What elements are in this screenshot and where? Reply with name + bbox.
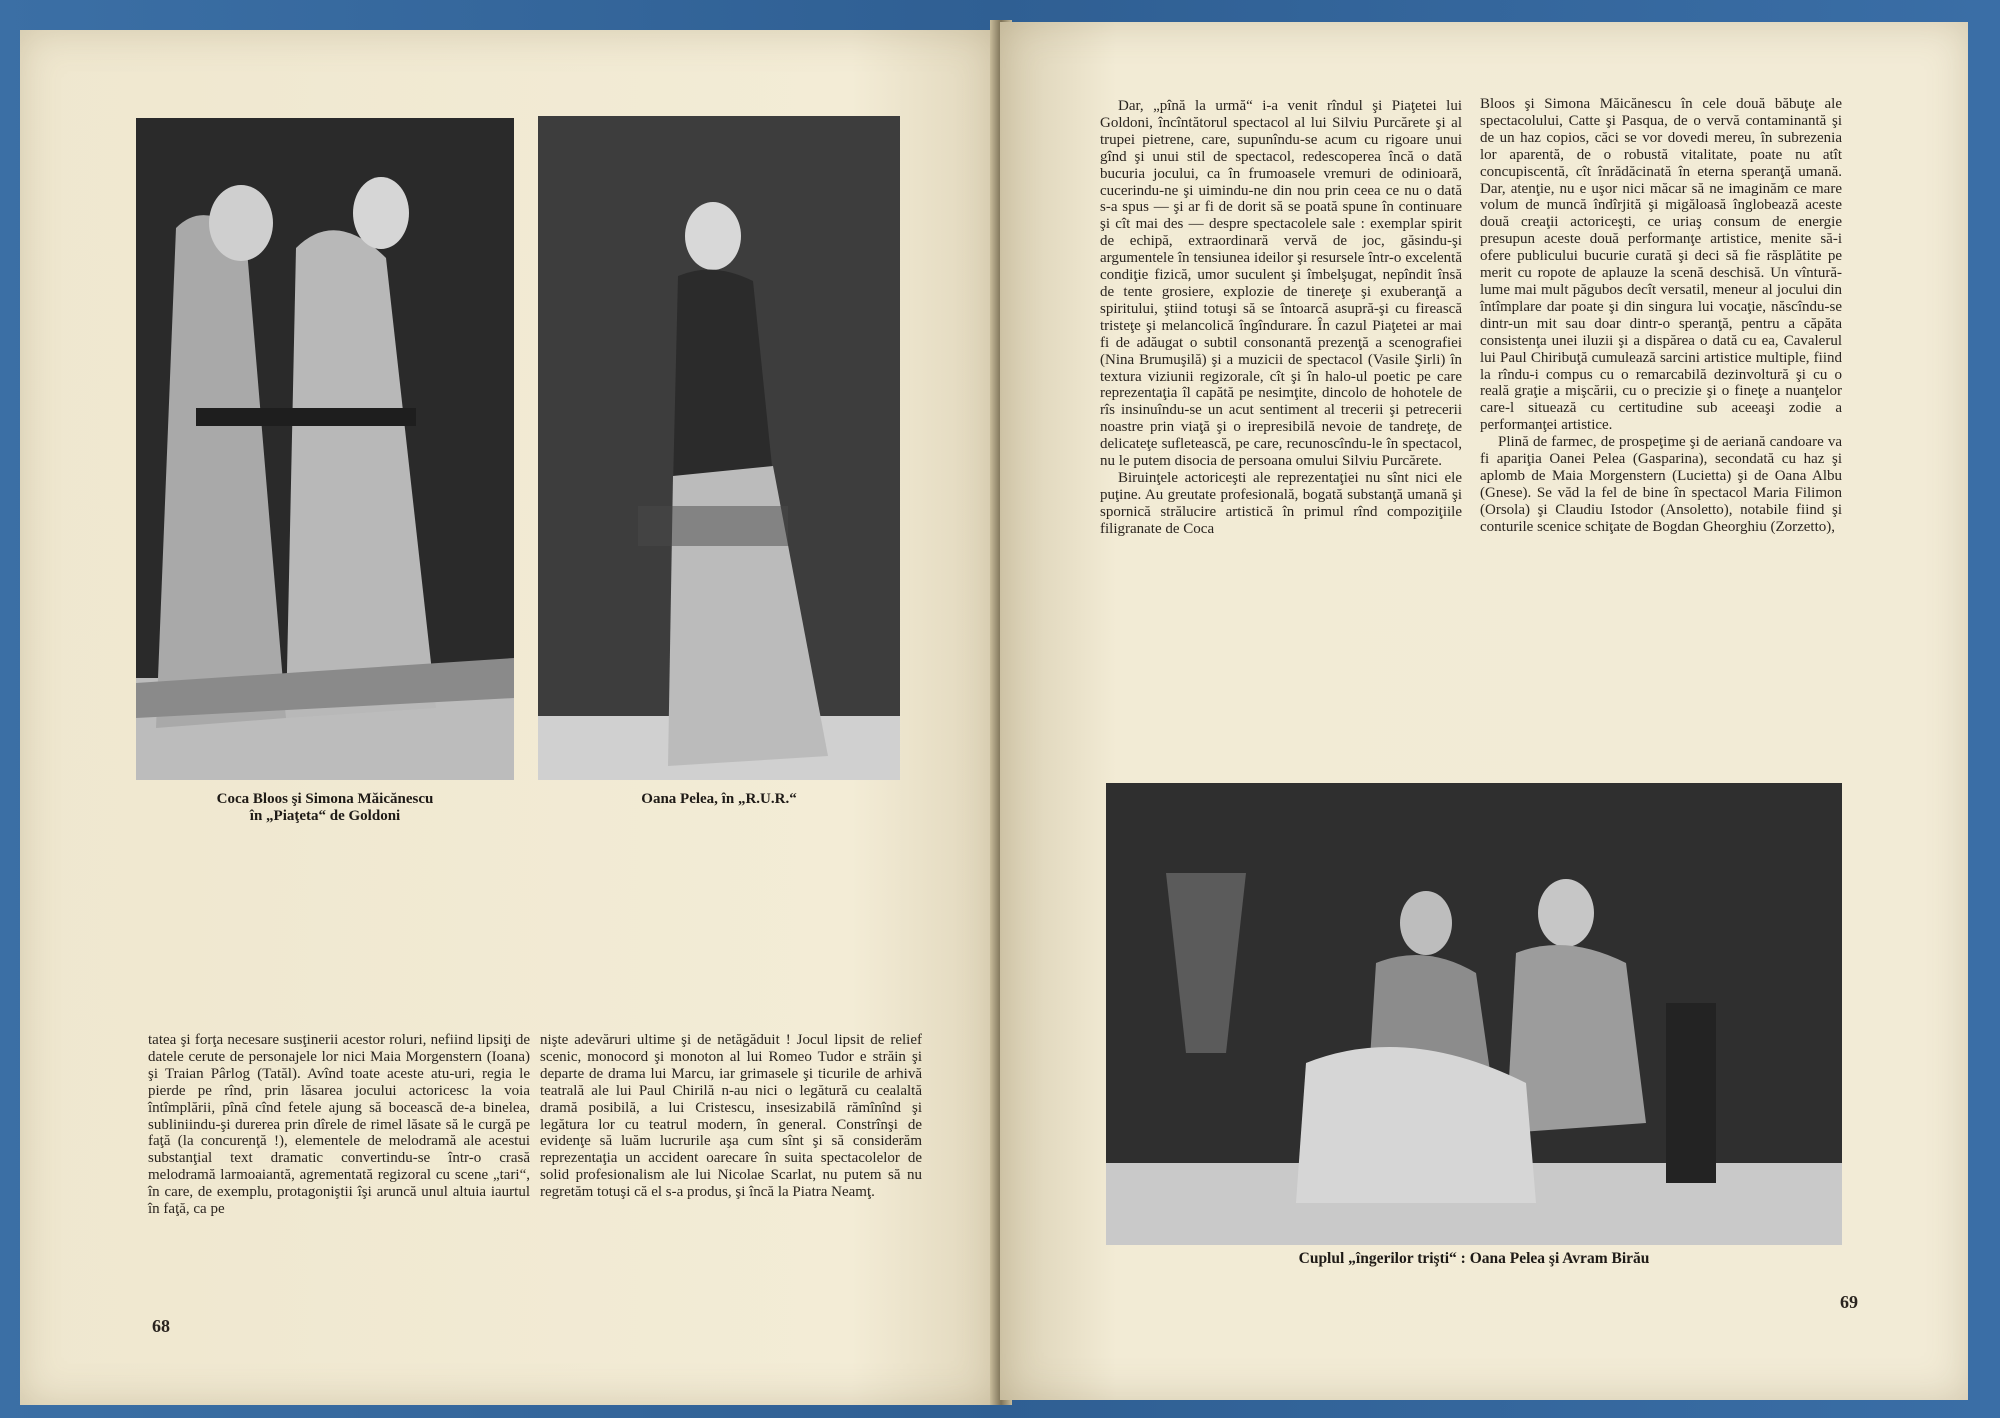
paragraph: Plină de farmec, de prospeţime şi de aeriană candoare va fi apariţia Oanei Pelea (Gasparina), secondată cu haz şi aplomb de Maia Morgenstern (Lucietta) şi de Oana Albu (Gnese). Se văd la fel de bine în spectacol Maria Filimon (Orsola) şi Claudiu Istodor (Ansoletto), notabile fiind şi conturile scenice schiţate de Bogdan Gheorghiu (Zorzetto), [1480,434,1842,535]
photo-ingerii-tristi [1106,783,1842,1245]
paragraph: Dar, „pînă la urmă“ i-a venit rîndul şi Piaţetei lui Goldoni, încîntătorul spectacol al lui Silviu Purcărete şi al trupei pietrene, care, supunîndu-se acum cu rigoare unui gînd şi unui stil de spectacol, redescoperea încă o dată bucuria jocului, ca în frumoasele vremuri de odinioară, cucerindu-ne şi uimindu-ne din nou prin ceea ce nu o dată s-a spus — şi ar fi de dorit să se poată spune în continuare şi cît mai des — despre spectacolele sale : exemplar spirit de echipă, extraordinară vervă de joc, găsindu-şi argumentele în tensiunea ideilor şi resursele într-o excelentă condiţie fizică, umor suculent şi îmbelşugat, nepîndit însă de tente grosiere, explozie de tinereţe şi exuberanţă a spiritului, ştiind totuşi să se întoarcă asupră-şi cu firească tristeţe şi melancolică îngîndurare. În cazul Piaţetei ar mai fi de adăugat o subtil consonantă prezenţă a scenografiei (Nina Brumuşilă) şi a muzicii de spectacol (Vasile Şirli) în textura viziunii regizorale, cît şi în halo-ul poetic pe care reprezentaţia îl capătă pe nesimţite, dincolo de hohotele de rîs insinuîndu-se un acut sentiment al trecerii şi petrecerii noastre prin viaţă şi o irepresibilă nevoie de tandreţe, de delicateţe sufletească, pe care, recunoscîndu-le în spectacol, nu le putem disocia de persoana omului Silviu Purcărete. [1100,98,1462,470]
paragraph: Bloos şi Simona Măicănescu în cele două băbuţe ale spectacolului, Catte şi Pasqua, de o vervă contaminantă şi de un haz copios, căci se vor dovedi mereu, în subrezenia lor aparentă, de o robustă vitalitate, poate nu atît concupiscentă, cît înrădăcinată în eterna speranţă umană. Dar, atenţie, nu e uşor nici măcar să ne imaginăm ce mare volum de muncă îndîrjită şi migăloasă înglobează aceste două creaţii actoriceşti, ce uriaş consum de energie presupun aceste două performanţe artistice, menite să-i ofere publicului bucurie curată şi deci să fie răsplătite pe merit cu ropote de aplauze la scenă deschisă. Un vîntură-lume mai mult păgubos decît versatil, meneur al jocului din întîmplare dar poate şi din singura lui vocaţie, născîndu-se dintr-un mit sau doar dintr-o speranţă, pentru a căpăta consistenţa unei iluzii şi a dispărea o dată cu ea, Cavalerul lui Paul Chiribuţă cumulează sarcini artistice multiple, fiind la rîndu-i compus cu o remarcabilă dezinvoltură şi cu o reală graţie a mişcării, cu o precizie şi o fineţe a nuanţelor care-l situează cu certitudine sub aceeaşi zodie a performanţei artistice. [1480,96,1842,434]
photo-caption-piateta [136,791,514,825]
paragraph: nişte adevăruri ultime şi de netăgăduit ! Jocul lipsit de relief scenic, monocord şi monoton al lui Romeo Tudor e străin şi departe de drama lui Marcu, iar grimasele şi ticurile de arhivă teatrală ale lui Paul Chirilă n-au nici o legătură cu cealaltă dramă posibilă, a lui Cristescu, insesizabilă rămînînd şi legătura lor cu teatrul modern, în general. Constrînşi de evidenţe să luăm lucrurile aşa cum sînt şi să considerăm reprezentaţia un accident oarecare în suita spectacolelor de solid profesionalism ale lui Nicolae Scarlat, nu putem să nu regretăm totuşi că el s-a produs, şi încă la Piatra Neamţ. [540,1032,922,1201]
right-page [1000,22,1968,1400]
paragraph: tatea şi forţa necesare susţinerii acestor roluri, nefiind lipsiţi de datele cerute de personajele lor nici Maia Morgenstern (Ioana) şi Traian Pârlog (Tatăl). Avînd toate aceste atu-uri, regia le pierde pe rînd, prin lăsarea jocului actoricesc la voia întîmplării, pînă cînd fetele ajung să bocească de-a binelea, subliniindu-şi durerea prin dîrele de rimel lăsate să le curgă pe faţă (la concurenţă !), elementele de melodramă ale acestui substanţial text dramatic convertindu-se într-o crasă melodramă larmoaiantă, agrementată regizoral cu scene „tari“, în care, de exemplu, protagoniştii îşi aruncă unul altuia iaurtul în faţă, ca pe [148,1032,530,1218]
photo-piateta-actresses [136,118,514,780]
photo-rur-image [538,116,900,780]
photo-caption-rur [538,791,900,808]
photo-ingerii-image [1106,783,1842,1245]
left-page [20,30,998,1405]
paragraph: Biruinţele actoriceşti ale reprezentaţiei nu sînt nici ele puţine. Au greutate profesională, bogată substanţă umană şi spornică strălucire artistică în primul rînd compoziţiile filigranate de Coca [1100,469,1462,537]
page-number-right: 69 [1840,1292,1858,1312]
photo-piateta-image [136,118,514,780]
left-column-2 [540,1032,922,1328]
caption-line-1: Coca Bloos şi Simona Măicănescu [216,791,434,807]
left-column-1 [148,1032,530,1328]
photo-caption-ingerii-tristi: Cuplul „îngerilor trişti“ : Oana Pelea şi Avram Birău [1298,1250,1650,1267]
caption-line-1: Oana Pelea, în „R.U.R.“ [641,791,797,807]
caption-line-2: în „Piaţeta“ de Goldoni [249,808,401,824]
right-column-1 [1100,98,1462,786]
right-column-2 [1480,96,1842,784]
photo-rur-oana-pelea [538,116,900,780]
page-number-left: 68 [152,1316,170,1336]
